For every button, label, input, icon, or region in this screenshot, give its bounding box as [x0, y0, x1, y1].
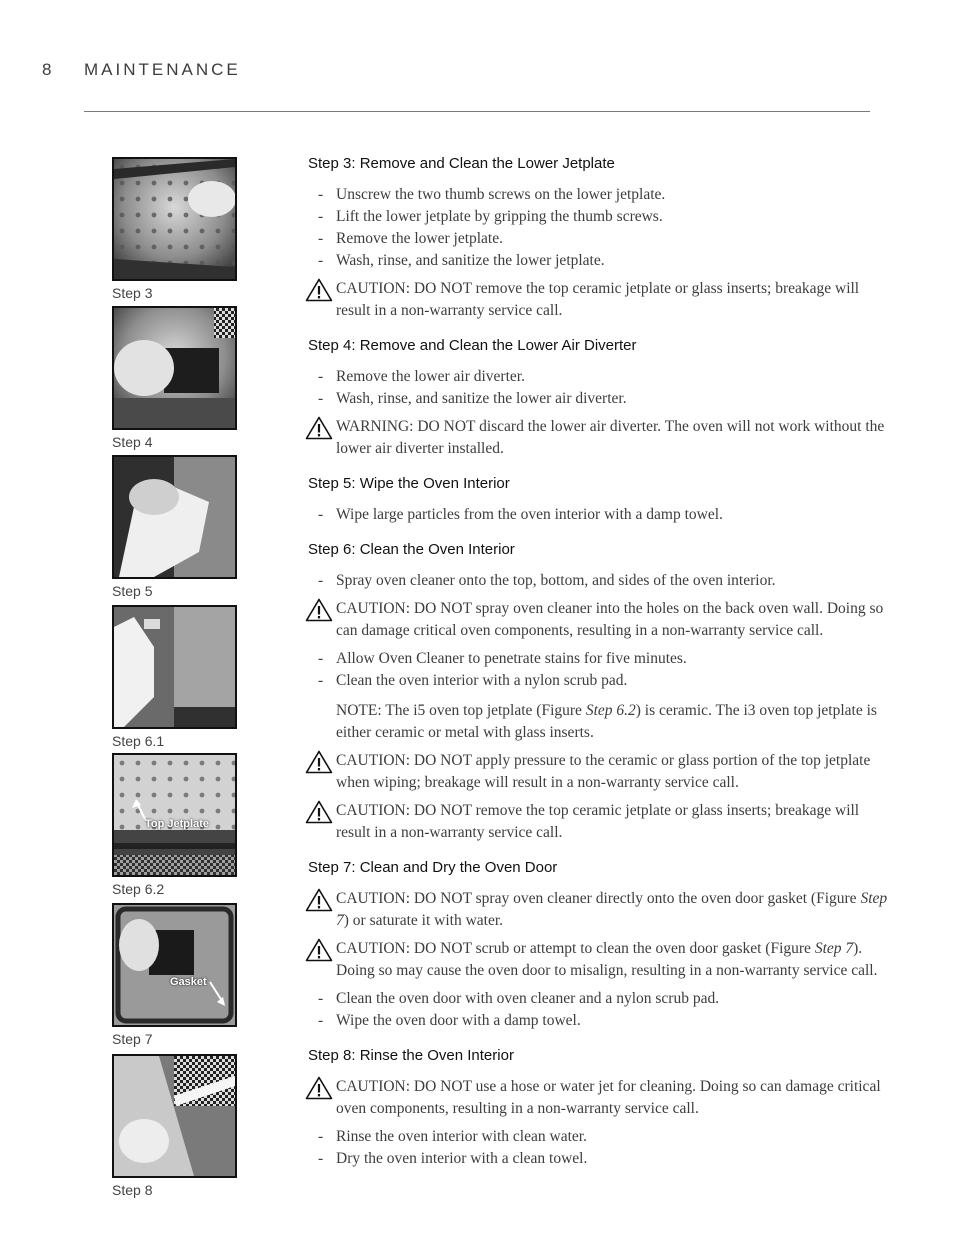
photo-step-3: [112, 157, 242, 301]
warning-triangle-icon: [302, 750, 336, 774]
photo-caption: Step 6.1: [112, 733, 165, 749]
page-header: [42, 58, 241, 82]
photo-step-5: [112, 455, 242, 599]
photo-frame: [112, 903, 237, 1027]
warning-triangle-icon: [302, 1076, 336, 1100]
caution-note: CAUTION: DO NOT remove the top ceramic jetplate or glass inserts; breakage will result in a non-warranty service call.: [302, 800, 892, 844]
caution-note: CAUTION: DO NOT use a hose or water jet for cleaning. Doing so can damage critical oven components, resulting in a non-warranty service call.: [302, 1076, 892, 1120]
list-item: - Wipe large particles from the oven interior with a damp towel.: [318, 506, 723, 523]
list-item: - Rinse the oven interior with clean water.: [318, 1128, 587, 1145]
step-5-heading: Step 5: Wipe the Oven Interior: [308, 475, 510, 492]
caution-note: CAUTION: DO NOT spray oven cleaner into the holes on the back oven wall. Doing so can damage critical oven components, resulting in a non-warranty service call.: [302, 598, 892, 642]
photo-step-8: [112, 1054, 242, 1198]
caution-note: CAUTION: DO NOT scrub or attempt to clean the oven door gasket (Figure Step 7). Doing so may cause the oven door to misalign, resulting in a non-warranty service call.: [302, 938, 892, 982]
list-item: - Dry the oven interior with a clean towel.: [318, 1150, 588, 1167]
photo-label-top-jetplate: Top Jetplate: [145, 818, 209, 830]
warning-triangle-icon: [302, 416, 336, 440]
photo-caption: Step 4: [112, 434, 153, 450]
warning-triangle-icon: [302, 598, 336, 622]
photo-frame: [112, 455, 237, 579]
instructions: [302, 150, 892, 1180]
warning-triangle-icon: [302, 938, 336, 962]
photo-caption: Step 8: [112, 1182, 153, 1198]
step-4-heading: Step 4: Remove and Clean the Lower Air Diverter: [308, 337, 637, 354]
photo-caption: Step 6.2: [112, 881, 165, 897]
step-7-heading: Step 7: Clean and Dry the Oven Door: [308, 859, 558, 876]
step-6-heading: Step 6: Clean the Oven Interior: [308, 541, 515, 558]
step-3-section: [302, 150, 892, 322]
warning-triangle-icon: [302, 278, 336, 302]
photo-caption: Step 7: [112, 1031, 153, 1047]
caution-note: CAUTION: DO NOT remove the top ceramic jetplate or glass inserts; breakage will result in a non-warranty service call.: [302, 278, 892, 322]
photo-frame: [112, 753, 237, 877]
step-4-section: [302, 332, 892, 460]
photo-caption: Step 5: [112, 583, 153, 599]
photo-frame: [112, 306, 237, 430]
section-title: MAINTENANCE: [84, 60, 241, 79]
list-item: - Wash, rinse, and sanitize the lower jetplate.: [318, 252, 605, 269]
warning-triangle-icon: [302, 800, 336, 824]
list-item: - Allow Oven Cleaner to penetrate stains for five minutes.: [318, 650, 687, 667]
list-item: - Lift the lower jetplate by gripping the thumb screws.: [318, 208, 663, 225]
list-item: - Wash, rinse, and sanitize the lower air diverter.: [318, 390, 627, 407]
photo-label-gasket: Gasket: [170, 976, 207, 988]
step-6-section: [302, 536, 892, 844]
header-divider: [84, 111, 870, 112]
caution-note: CAUTION: DO NOT spray oven cleaner directly onto the oven door gasket (Figure Step 7) or saturate it with water.: [302, 888, 892, 932]
warning-note: WARNING: DO NOT discard the lower air diverter. The oven will not work without the lower air diverter installed.: [302, 416, 892, 460]
page-number: 8: [42, 60, 55, 79]
photo-step-6-1: [112, 605, 242, 749]
step-8-heading: Step 8: Rinse the Oven Interior: [308, 1047, 514, 1064]
warning-triangle-icon: [302, 888, 336, 912]
step-5-section: [302, 470, 892, 526]
list-item: - Clean the oven door with oven cleaner and a nylon scrub pad.: [318, 990, 720, 1007]
step-7-section: [302, 854, 892, 1032]
list-item: - Clean the oven interior with a nylon scrub pad.: [318, 672, 628, 689]
list-item: - Spray oven cleaner onto the top, bottom, and sides of the oven interior.: [318, 572, 776, 589]
photo-frame: [112, 157, 237, 281]
photo-frame: [112, 1054, 237, 1178]
list-item: - Wipe the oven door with a damp towel.: [318, 1012, 581, 1029]
photo-step-7: [112, 903, 242, 1047]
step-8-section: [302, 1042, 892, 1170]
note: NOTE: The i5 oven top jetplate (Figure Step 6.2) is ceramic. The i3 oven top jetplate is either ceramic or metal with glass inserts.: [336, 702, 877, 741]
photo-step-6-2: [112, 753, 242, 897]
list-item: - Remove the lower jetplate.: [318, 230, 503, 247]
photo-step-4: [112, 306, 242, 450]
photo-caption: Step 3: [112, 285, 153, 301]
list-item: - Remove the lower air diverter.: [318, 368, 525, 385]
list-item: - Unscrew the two thumb screws on the lower jetplate.: [318, 186, 666, 203]
step-3-heading: Step 3: Remove and Clean the Lower Jetplate: [308, 155, 615, 172]
photo-frame: [112, 605, 237, 729]
caution-note: CAUTION: DO NOT apply pressure to the ceramic or glass portion of the top jetplate when wiping; breakage will result in a non-warranty service call.: [302, 750, 892, 794]
